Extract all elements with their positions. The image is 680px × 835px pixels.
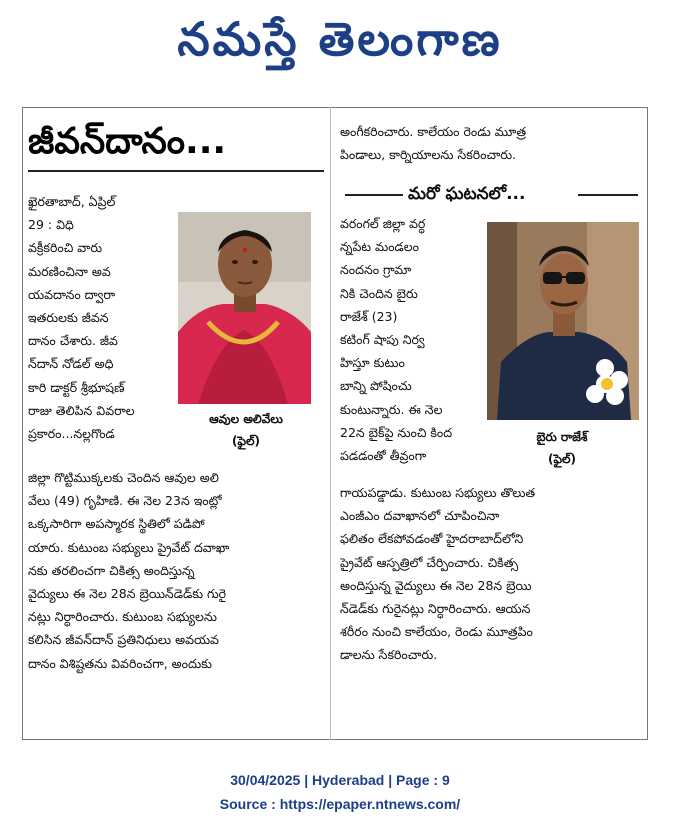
footer-source: Source : https://epaper.ntnews.com/ <box>219 796 461 812</box>
man-portrait-image <box>487 222 639 420</box>
man-photo <box>487 222 639 420</box>
column-divider <box>330 107 331 740</box>
article-headline: జీవన్‌దానం... <box>28 121 227 162</box>
headline-rule <box>28 170 324 172</box>
man-photo-caption: బైరు రాజేశ్ (ఫైల్) <box>536 430 588 466</box>
woman-portrait-image <box>178 212 311 404</box>
left-body-text: జిల్లా గొట్టిముక్కలకు చెందిన ఆవుల అలి వేలు (49) గృహిణి. ఈ నెల 23న ఇంట్లో ఒక్కసారిగా అపస్మారక స్థితిలో పడిపో యారు. కుటుంబ సభ్యులు ప్రైవేట్ దవాఖా నకు తరలించగా చికిత్స అందిస్తున్న వైద్యులు ఈ నెల 28న బ్రెయిన్‌డెడ్‌కు గురై నట్లు నిర్ధారించారు. కుటుంబ సభ్యులను కలిసిన జీవన్‌దాన్ ప్రతినిధులు అవయవ దానం విశిష్టతను వివరించగా, అందుకు <box>28 470 230 671</box>
right-intro-text: వరంగల్ జిల్లా వర్ధ న్నపేట మండలం నందనం గ్రామా నికి చెందిన బైరు రాజేశ్ (23) కటింగ్ షాపు నిర్వ హిస్తూ కుటుం బాన్ని పోషించు కుంటున్నారు. ఈ నెల 22న బైక్‌పై నుంచి కింద పడడంతో తీవ్రంగా <box>340 216 453 464</box>
subhead-rule-left <box>345 194 403 196</box>
newspaper-masthead: నమస్తే తెలంగాణ <box>177 12 503 66</box>
right-top-text: అంగీకరించారు. కాలేయం రెండు మూత్ర పిండాలు, కార్నియాలను సేకరించారు. <box>340 124 527 163</box>
footer-date-edition: 30/04/2025 | Hyderabad | Page : 9 <box>230 772 450 788</box>
right-body-text: గాయపడ్డాడు. కుటుంబ సభ్యులు తొలుత ఎంజీఎం దవాఖానలో చూపించినా ఫలితం లేకపోవడంతో హైదరాబాద్‌లోని ప్రైవేట్ ఆస్పత్రిలో చేర్పించారు. చికిత్స అందిస్తున్న వైద్యులు ఈ నెల 28న బ్రెయి న్‌డెడ్‌కు గురైనట్లు నిర్ధారించారు. ఆయన శరీరం నుంచి కాలేయం, రెండు మూత్రపిం డాలను సేకరించారు. <box>340 485 536 663</box>
woman-photo-caption: ఆవుల అలివేలు (ఫైల్) <box>209 412 283 448</box>
left-intro-text: ఖైరతాబాద్, ఏప్రిల్ 29 : విధి వక్రీకరించి వారు మరణించినా అవ యవదానం ద్వారా ఇతరులకు జీవన దానం చేశారు. జీవ న్‌దాన్ నోడల్ అధి కారి డాక్టర్ శ్రీభూషణ్ రాజు తెలిపిన వివరాల ప్రకారం...నల్లగొండ <box>28 194 135 442</box>
woman-photo <box>178 212 311 404</box>
subhead-rule-right <box>578 194 638 196</box>
second-incident-subhead: మరో ఘటనలో... <box>408 184 526 204</box>
